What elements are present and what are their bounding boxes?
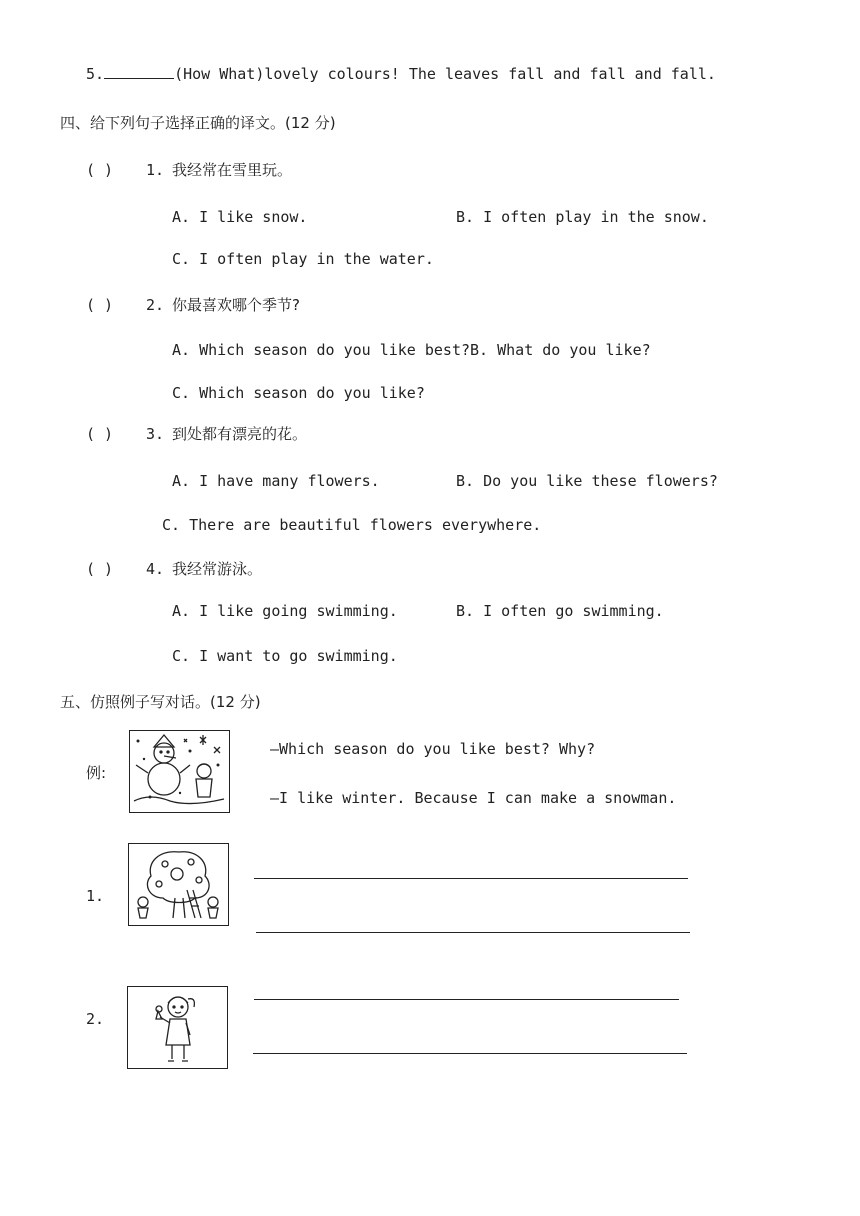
apple-tree-children-picture (128, 843, 229, 926)
example-answer: —I like winter. Because I can make a snowman. (270, 789, 677, 807)
item-3-paren[interactable]: ( ) (86, 425, 114, 443)
item-3-option-a: A. I have many flowers. (172, 472, 380, 490)
item-1-paren[interactable]: ( ) (86, 161, 114, 179)
answer-line-1b[interactable] (256, 932, 690, 933)
dialogue-1-label: 1. (86, 887, 105, 905)
question-5 (86, 64, 716, 83)
item-4-option-c: C. I want to go swimming. (172, 647, 398, 665)
item-1-number: 1. (146, 161, 165, 179)
item-2-prompt: 你最喜欢哪个季节? (172, 296, 300, 314)
item-2-paren[interactable]: ( ) (86, 296, 114, 314)
item-4-prompt: 我经常游泳。 (172, 560, 263, 578)
question-5-text: lovely colours! The leaves fall and fall and fall. (264, 65, 716, 83)
item-4-option-b: B. I often go swimming. (456, 602, 664, 620)
answer-blank[interactable] (104, 64, 174, 79)
item-3-option-b: B. Do you like these flowers? (456, 472, 718, 490)
snowman-icon (130, 731, 228, 811)
item-1-option-c: C. I often play in the water. (172, 250, 434, 268)
girl-ice-cream-picture (127, 986, 228, 1069)
question-5-number: 5. (86, 65, 105, 83)
item-3-prompt: 到处都有漂亮的花。 (172, 425, 308, 443)
item-4-number: 4. (146, 560, 165, 578)
item-1-prompt: 我经常在雪里玩。 (172, 161, 293, 179)
item-1-option-a: A. I like snow. (172, 208, 308, 226)
example-label: 例: (86, 764, 107, 782)
section-5-title: 五、仿照例子写对话。(12 分) (60, 693, 261, 711)
item-2-option-a: A. Which season do you like best?B. What do you like? (172, 341, 651, 359)
item-3-option-c: C. There are beautiful flowers everywhere. (162, 516, 542, 534)
item-2-option-c: C. Which season do you like? (172, 384, 425, 402)
answer-line-2b[interactable] (253, 1053, 687, 1054)
answer-line-1a[interactable] (254, 878, 688, 879)
apple-tree-icon (129, 844, 227, 924)
question-5-options: (How What) (174, 65, 265, 83)
item-4-option-a: A. I like going swimming. (172, 602, 398, 620)
item-3-number: 3. (146, 425, 165, 443)
answer-line-2a[interactable] (254, 999, 679, 1000)
snowman-scene-picture (129, 730, 230, 813)
dialogue-2-label: 2. (86, 1010, 105, 1028)
item-1-option-b: B. I often play in the snow. (456, 208, 709, 226)
item-2-number: 2. (146, 296, 165, 314)
example-question: —Which season do you like best? Why? (270, 740, 596, 758)
section-4-title: 四、给下列句子选择正确的译文。(12 分) (60, 114, 336, 132)
item-4-paren[interactable]: ( ) (86, 560, 114, 578)
girl-icon (128, 987, 226, 1067)
